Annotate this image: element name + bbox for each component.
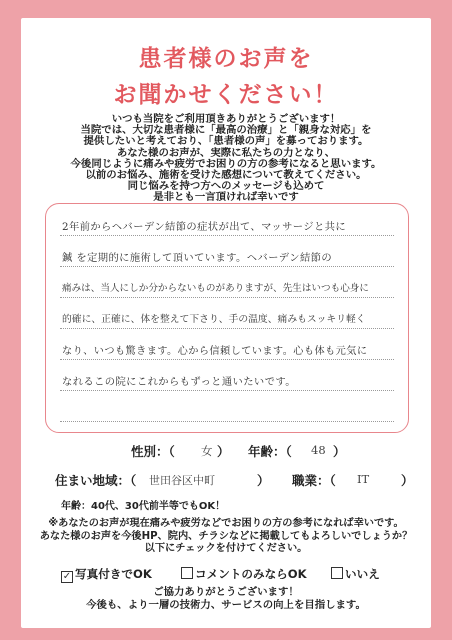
age-value[interactable]: 48 [311,443,326,457]
option-comment-only[interactable] [181,566,307,582]
message-line: なり、いつも驚きます。心から信頼しています。心も体も元気に [62,346,368,357]
gender-close: ） [217,444,230,459]
checkbox[interactable] [181,567,193,579]
message-line: 痛みは、当人にしか分からないものがありますが、先生はいつも心身に [62,283,369,294]
gender-value[interactable]: 女 [201,444,213,458]
check-mark-icon: ✓ [62,571,72,582]
job-label: 職業：（ [292,473,336,488]
job-value[interactable]: IT [357,472,370,486]
option-label: コメントのみならOK [195,567,307,581]
area-label: 住まい地域：（ [55,473,137,488]
age-example-note: 年齢：40代、30代前半等でもOK！ [61,501,226,512]
page-title-line2: お聞かせください！ [113,82,339,108]
area-close: ） [257,473,270,488]
area-value[interactable]: 世田谷区中町 [149,474,215,487]
intro-line: 以前のお悩み、施術を受けた感想について教えてください。 [85,169,367,182]
intro-text [21,114,431,204]
survey-sheet [21,18,431,628]
option-no[interactable] [331,566,380,582]
consent-note-line: 以下にチェックを付けてください。 [144,543,308,555]
job-close: ） [401,473,414,488]
message-line: 的確に、正確に、体を整えて下さり、手の温度、痛みもスッキリ軽く [62,314,366,325]
thanks-text [21,586,431,612]
intro-line: いつも当院をご利用頂きありがとうございます！ [111,113,341,125]
intro-line: あなた様のお声が、実際に私たちの力となり、 [116,146,336,159]
message-box [45,203,409,433]
age-close: ） [333,444,346,459]
consent-note-line: あなた様のお声を今後HP、院内、チラシなどに掲載してもよろしいでしょうか？ [39,530,413,542]
intro-line: 提供したいと考えており、「患者様の声」を募っております。 [83,135,369,148]
option-label: いいえ [345,567,380,581]
consent-note [21,518,431,556]
thanks-line: ご協力ありがとうございます！ [153,586,299,598]
option-label: 写真付きでOK [75,567,152,581]
page-title-line1: 患者様のお声を [138,46,314,72]
message-line: 鍼 を定期的に施術して頂いています。ヘバーデン結節の [62,252,333,264]
consent-note-line: ※あなたのお声が現在痛みや疲労などでお困りの方の参考になれば幸いです。 [48,518,404,529]
message-line: 2年前からヘバーデン結節の症状が出て、マッサージと共に [62,221,347,233]
intro-line: 当院では、大切な患者様に「最高の治療」と「親身な対応」を [80,124,372,137]
ruled-line [60,390,394,422]
intro-line: 是非とも一言頂ければ幸いです [153,191,299,204]
intro-line: 今後同じように痛みや疲労でお困りの方の参考になると思います。 [70,157,382,170]
option-photo-ok[interactable] [61,566,152,583]
checkbox[interactable] [331,567,343,579]
age-label: 年齢：（ [248,444,292,459]
intro-line: 同じ悩みを持つ方へのメッセージも込めて [127,180,325,193]
gender-label: 性別：（ [131,444,175,459]
checkbox-checked[interactable] [61,571,73,583]
thanks-line: 今後も、より一層の技術力、サービスの向上を目指します。 [86,599,366,611]
message-line: なれるこの院にこれからもずっと通いたいです。 [62,376,296,388]
